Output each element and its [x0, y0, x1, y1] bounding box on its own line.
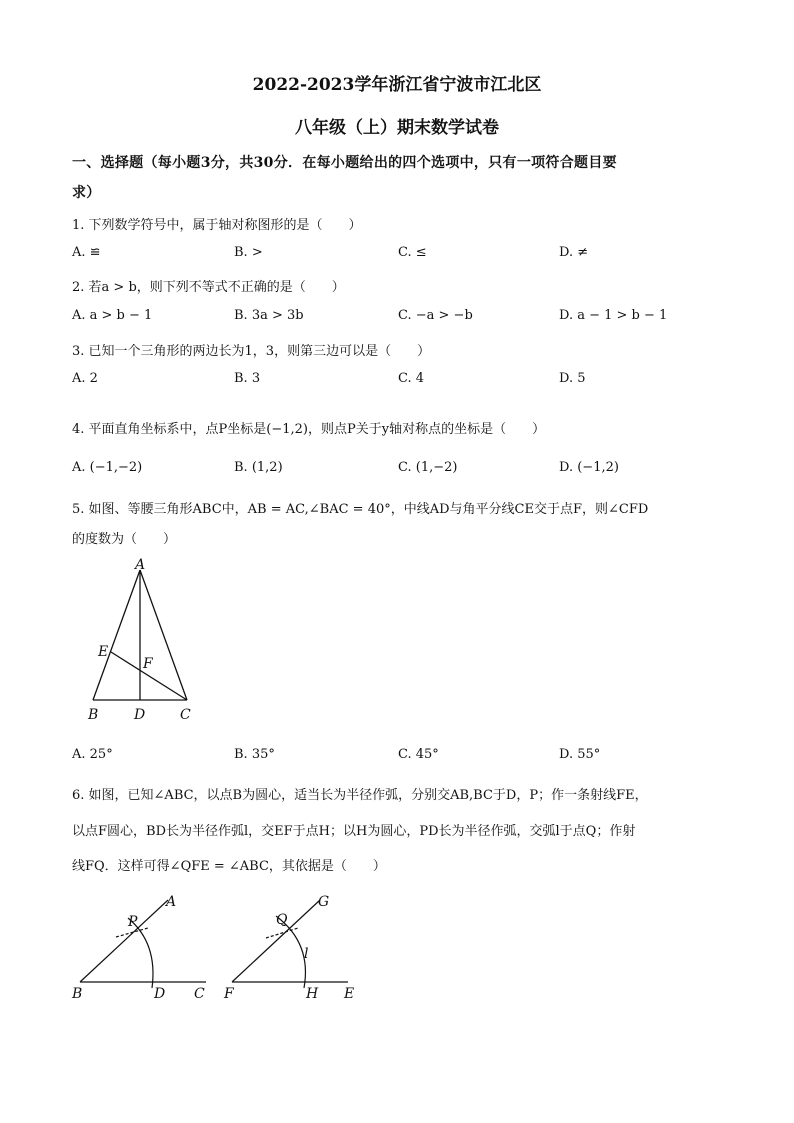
q1-option-a: A. ≌	[72, 245, 101, 260]
question-5-stem-cont: 的度数为（ ）	[72, 532, 177, 547]
question-4-stem: 4. 平面直角坐标系中，点P坐标是(−1,2)，则点P关于y轴对称点的坐标是（ ）	[72, 422, 546, 437]
exam-title-line1: 2022-2023学年浙江省宁波市江北区	[252, 75, 542, 95]
q2-option-a: A. a > b − 1	[72, 308, 153, 323]
q5-option-d: D. 55°	[559, 747, 601, 762]
section-heading-cont: 求）	[72, 185, 101, 201]
q4-option-d: D. (−1,2)	[559, 460, 619, 475]
label-h: H	[306, 986, 319, 1002]
label-f-fig6: F	[224, 986, 234, 1002]
side-ac	[140, 570, 187, 700]
q3-option-d: D. 5	[559, 371, 586, 386]
section-heading: 一、选择题（每小题3分，共30分．在每小题给出的四个选项中，只有一项符合题目要	[72, 155, 617, 171]
q4-option-b: B. (1,2)	[234, 460, 283, 475]
q3-option-b: B. 3	[234, 371, 261, 386]
q1-option-c: C. ≤	[398, 245, 427, 260]
question-6-stem: 6. 如图，已知∠ABC，以点B为圆心，适当长为半径作弧，分别交AB,BC于D，P；作一条射线FE，	[72, 788, 648, 803]
question-6-stem-cont1: 以点F圆心，BD长为半径作弧l，交EF于点H；以H为圆心，PD长为半径作弧，交弧l于点Q；作射	[72, 824, 636, 839]
q3-option-a: A. 2	[72, 371, 98, 386]
q5-option-c: C. 45°	[398, 747, 439, 762]
triangle-abc-figure	[80, 555, 210, 730]
label-f: F	[143, 656, 153, 672]
label-a: A	[135, 557, 146, 573]
label-e: E	[98, 644, 109, 660]
q3-option-c: C. 4	[398, 371, 425, 386]
angle-qfe-construction-figure	[220, 888, 370, 1003]
exam-title-line2: 八年级（上）期末数学试卷	[295, 118, 499, 138]
q4-option-a: A. (−1,−2)	[72, 460, 143, 475]
angle-abc-construction-figure	[68, 888, 218, 1003]
label-a-fig6: A	[166, 894, 177, 910]
question-3-stem: 3. 已知一个三角形的两边长为1，3，则第三边可以是（ ）	[72, 344, 431, 359]
q4-option-c: C. (1,−2)	[398, 460, 458, 475]
question-1-stem: 1. 下列数学符号中，属于轴对称图形的是（ ）	[72, 218, 362, 233]
label-d: D	[134, 707, 146, 723]
q5-option-a: A. 25°	[72, 747, 113, 762]
label-c-fig6: C	[194, 986, 205, 1002]
q5-option-b: B. 35°	[234, 747, 275, 762]
question-5-stem: 5. 如图、等腰三角形ABC中，AB = AC,∠BAC = 40°，中线AD与角平分线CE交于点F，则∠CFD	[72, 502, 649, 517]
label-g: G	[318, 894, 330, 910]
label-q: Q	[276, 912, 288, 928]
q1-option-d: D. ≠	[559, 245, 589, 260]
label-d-fig6: D	[154, 986, 166, 1002]
label-b-fig6: B	[72, 986, 83, 1002]
label-c: C	[180, 707, 191, 723]
label-p: P	[128, 914, 138, 930]
label-b: B	[88, 707, 99, 723]
q2-option-d: D. a − 1 > b − 1	[559, 308, 668, 323]
label-l: l	[304, 946, 309, 962]
question-2-stem: 2. 若a > b，则下列不等式不正确的是（ ）	[72, 280, 345, 295]
ray-ba	[80, 900, 168, 982]
q2-option-b: B. 3a > 3b	[234, 308, 304, 323]
q2-option-c: C. −a > −b	[398, 308, 473, 323]
side-ab	[93, 570, 140, 700]
question-6-stem-cont2: 线FQ．这样可得∠QFE = ∠ABC，其依据是（ ）	[72, 859, 386, 874]
q1-option-b: B. >	[234, 245, 263, 260]
label-e-fig6: E	[344, 986, 355, 1002]
